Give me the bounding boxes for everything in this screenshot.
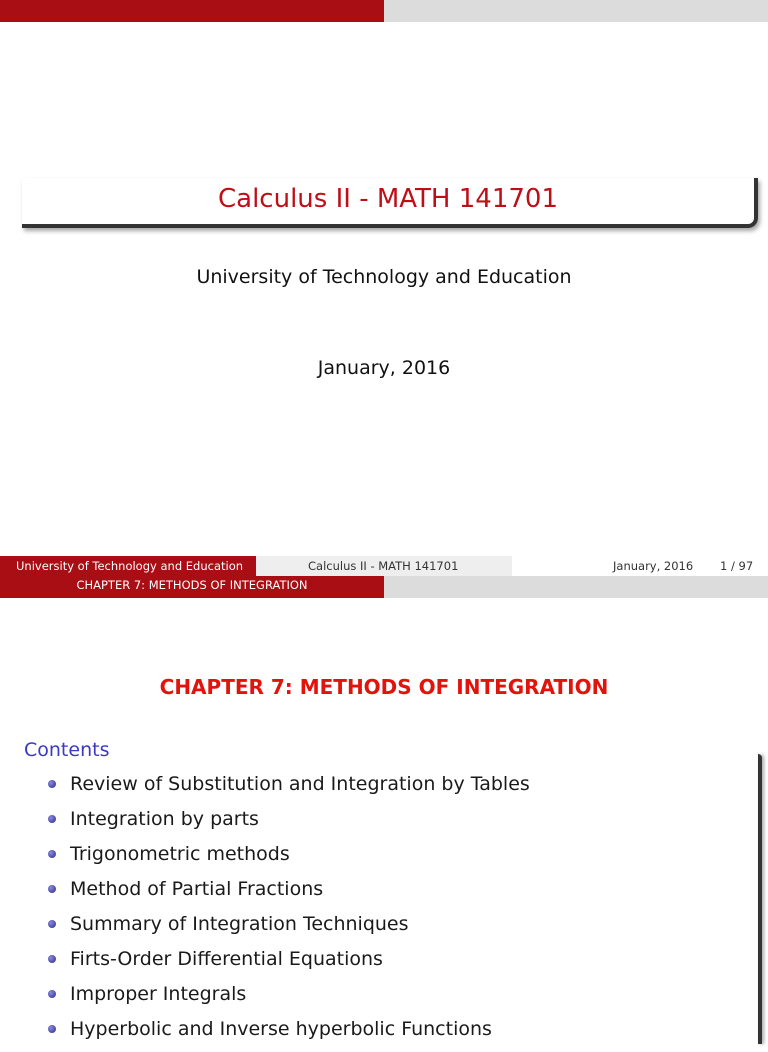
contents-slide: [0, 576, 768, 1040]
list-item: [48, 912, 530, 947]
list-item-label: Improper Integrals: [70, 983, 247, 1005]
list-item-label: Trigonometric methods: [70, 843, 290, 865]
bullet-icon: [48, 885, 56, 893]
bullet-icon: [48, 815, 56, 823]
list-item-label: Method of Partial Fractions: [70, 878, 324, 900]
contents-frame: [758, 754, 762, 1044]
list-item: [48, 1017, 530, 1052]
presentation-title: Calculus II - MATH 141701: [218, 184, 558, 214]
bullet-icon: [48, 850, 56, 858]
list-item: [48, 982, 530, 1017]
footer-date: January, 2016: [613, 559, 694, 573]
list-item: [48, 807, 530, 842]
title-frame: [22, 178, 758, 228]
list-item-label: Review of Substitution and Integration by Tables: [70, 773, 530, 795]
contents-heading: Contents: [24, 739, 110, 761]
top-bar-red: [0, 0, 384, 22]
bullet-icon: [48, 955, 56, 963]
bullet-icon: [48, 1025, 56, 1033]
top-bar: [0, 0, 768, 22]
list-item-label: Integration by parts: [70, 808, 259, 830]
list-item: [48, 772, 530, 807]
list-item-label: Hyperbolic and Inverse hyperbolic Functions: [70, 1018, 492, 1040]
institute-name: University of Technology and Education: [196, 266, 572, 288]
slide-footer: [0, 556, 768, 576]
footer-page-number: 1 / 97: [720, 559, 754, 573]
section-header-gray: [384, 576, 768, 598]
footer-title: Calculus II - MATH 141701: [256, 556, 512, 576]
bullet-icon: [48, 920, 56, 928]
contents-list: [48, 772, 530, 1052]
top-bar-gray: [384, 0, 768, 22]
list-item: [48, 947, 530, 982]
list-item-label: Summary of Integration Techniques: [70, 913, 409, 935]
footer-right: [512, 556, 768, 576]
list-item: [48, 842, 530, 877]
footer-institute: University of Technology and Education: [0, 556, 256, 576]
list-item-label: Firts-Order Differential Equations: [70, 948, 383, 970]
section-header-bar: [0, 576, 768, 598]
list-item: [48, 877, 530, 912]
presentation-date: January, 2016: [317, 357, 451, 379]
section-header: CHAPTER 7: METHODS OF INTEGRATION: [0, 576, 384, 598]
chapter-title: CHAPTER 7: METHODS OF INTEGRATION: [159, 675, 609, 699]
bullet-icon: [48, 780, 56, 788]
bullet-icon: [48, 990, 56, 998]
